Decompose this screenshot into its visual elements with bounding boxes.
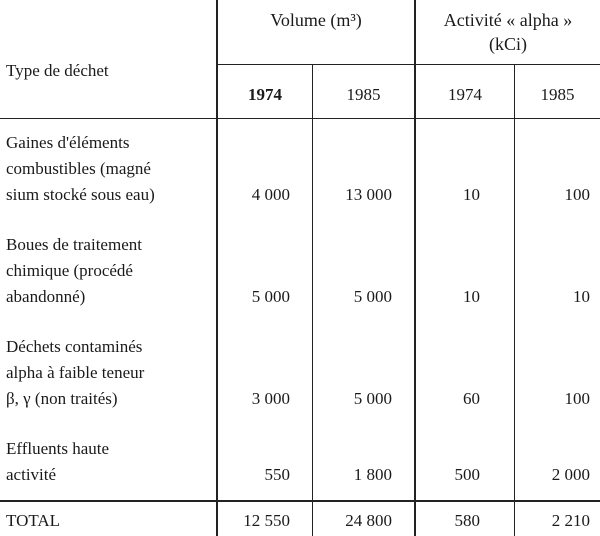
- hline-header-bottom: [0, 118, 600, 119]
- row-1-label: Gaines d'éléments combustibles (magné sium stocké sous eau): [6, 133, 155, 204]
- vline-1: [216, 0, 218, 536]
- row-1-vol-1974: 4 000: [251, 185, 290, 204]
- total-label: TOTAL: [6, 511, 61, 530]
- activity-header-line2: (kCi): [489, 34, 527, 54]
- vline-3: [414, 0, 416, 536]
- row-2-act-1985: 10: [573, 287, 590, 306]
- volume-header: Volume (m³): [270, 10, 362, 30]
- row-4-act-1974: 500: [454, 465, 480, 484]
- hline-total-top: [0, 500, 600, 502]
- row-3-act-1985: 100: [564, 389, 590, 408]
- row-4-label: Effluents haute activité: [6, 439, 110, 484]
- row-1-vol-1985: 13 000: [345, 185, 392, 204]
- hline-years-top: [216, 64, 600, 65]
- row-2-label: Boues de traitement chimique (procédé abandonné): [6, 235, 142, 306]
- total-vol-1985: 24 800: [345, 511, 392, 530]
- row-1-act-1974: 10: [463, 185, 480, 204]
- row-4-vol-1985: 1 800: [353, 465, 392, 484]
- row-3-act-1974: 60: [463, 389, 480, 408]
- row-1-act-1985: 100: [564, 185, 590, 204]
- total-act-1974: 580: [454, 511, 480, 530]
- row-2-vol-1985: 5 000: [353, 287, 392, 306]
- year-activity-1985: 1985: [540, 85, 575, 104]
- row-3-vol-1985: 5 000: [353, 389, 392, 408]
- activity-header-line1: Activité « alpha »: [443, 10, 573, 30]
- row-2-act-1974: 10: [463, 287, 480, 306]
- total-vol-1974: 12 550: [243, 511, 290, 530]
- row-3-label: Déchets contaminés alpha à faible teneur β, γ (non traités): [6, 337, 145, 408]
- year-volume-1974: 1974: [248, 85, 282, 104]
- type-header: Type de déchet: [6, 61, 109, 80]
- row-2-vol-1974: 5 000: [251, 287, 290, 306]
- row-3-vol-1974: 3 000: [251, 389, 290, 408]
- year-volume-1985: 1985: [346, 85, 381, 104]
- total-act-1985: 2 210: [551, 511, 590, 530]
- year-activity-1974: 1974: [448, 85, 482, 104]
- row-4-vol-1974: 550: [264, 465, 290, 484]
- row-4-act-1985: 2 000: [551, 465, 590, 484]
